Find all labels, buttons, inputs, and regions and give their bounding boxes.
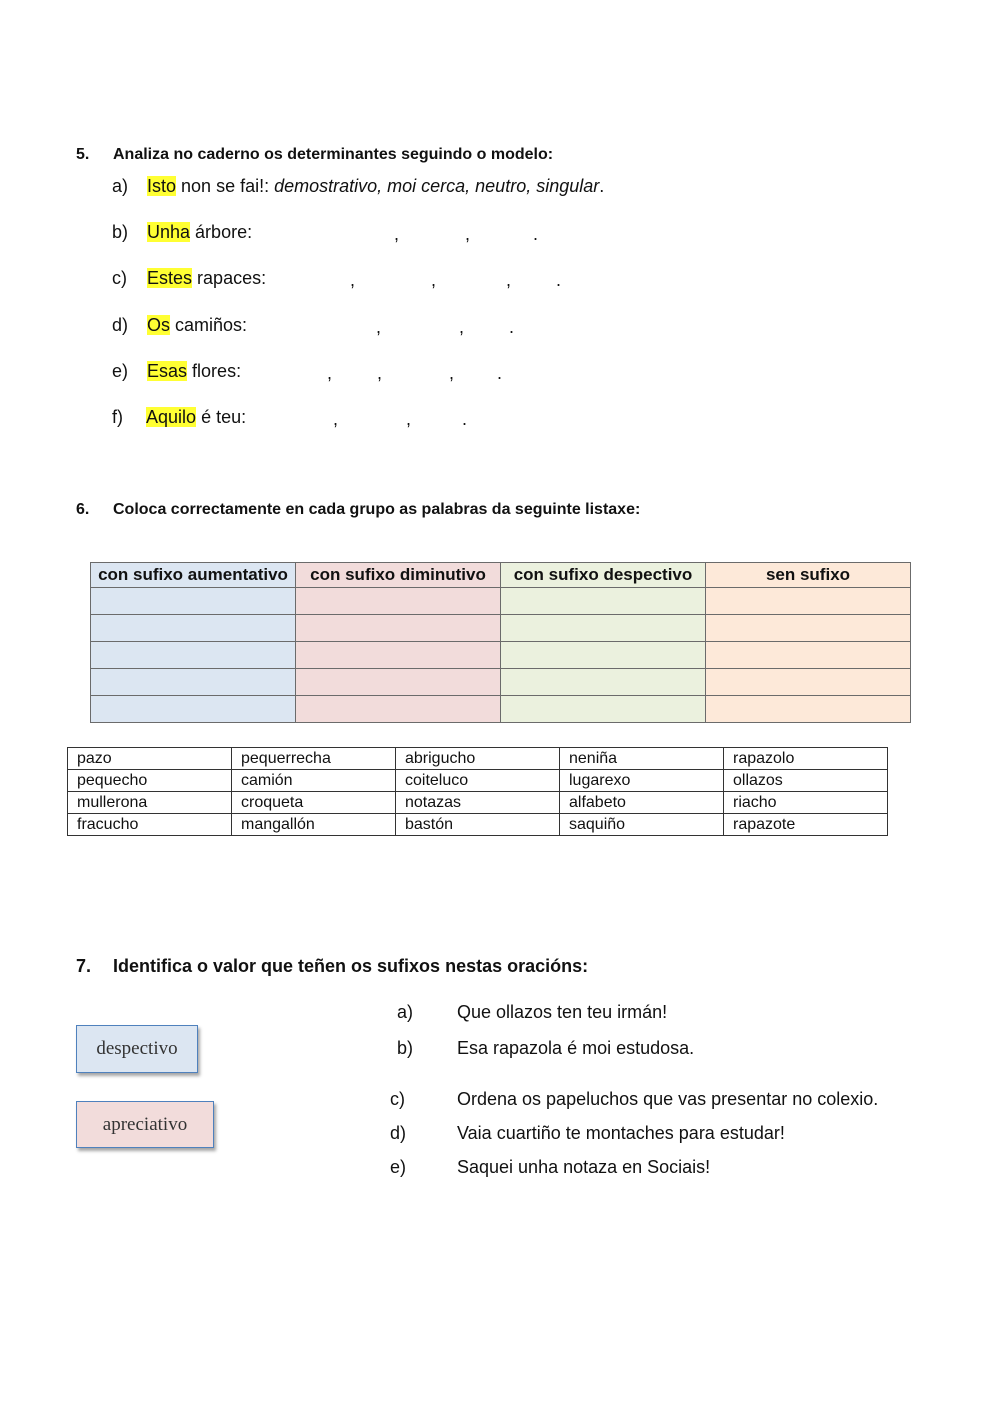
- sentence-text: Que ollazos ten teu irmán!: [457, 1002, 668, 1022]
- highlighted-determinant: Aquilo: [146, 407, 197, 427]
- drop-cell-diminutivo[interactable]: [296, 696, 501, 723]
- word-item[interactable]: mullerona: [68, 792, 232, 814]
- word-item[interactable]: pequerrecha: [232, 748, 396, 770]
- q5-number: 5.: [76, 146, 90, 163]
- sentence-label: e): [390, 1157, 407, 1177]
- item-label: d): [112, 315, 129, 335]
- drop-cell-despectivo[interactable]: [501, 696, 706, 723]
- blank-separator: ,: [376, 317, 382, 337]
- item-text: camiños:: [170, 315, 248, 335]
- word-item[interactable]: pazo: [68, 748, 232, 770]
- item-label: c): [112, 268, 127, 288]
- option-apreciativo-box[interactable]: apreciativo: [76, 1101, 214, 1148]
- sentence-label: c): [390, 1089, 405, 1109]
- sentence-text: Saquei unha notaza en Sociais!: [457, 1157, 711, 1177]
- sentence-b[interactable]: [397, 1038, 897, 1060]
- drop-cell-despectivo[interactable]: [501, 642, 706, 669]
- q7-number: 7.: [76, 956, 92, 976]
- q5-item-d[interactable]: [112, 315, 247, 336]
- sentence-label: a): [397, 1002, 414, 1022]
- drop-cell-aumentativo[interactable]: [91, 588, 296, 615]
- groups-row: [91, 642, 911, 669]
- sentence-label: b): [397, 1038, 414, 1058]
- groups-table: [90, 562, 911, 723]
- item-text: rapaces:: [192, 268, 267, 288]
- blank-end: .: [497, 363, 503, 383]
- model-answer: demostrativo, moi cerca, neutro, singular: [274, 176, 600, 196]
- word-row: [68, 814, 888, 836]
- header-sen-sufixo: sen sufixo: [706, 563, 911, 588]
- word-item[interactable]: notazas: [396, 792, 560, 814]
- q5-item-c[interactable]: [112, 268, 266, 289]
- drop-cell-despectivo[interactable]: [501, 615, 706, 642]
- drop-cell-sen-sufixo[interactable]: [706, 588, 911, 615]
- drop-cell-sen-sufixo[interactable]: [706, 642, 911, 669]
- sentence-d[interactable]: [390, 1123, 910, 1145]
- highlighted-determinant: Estes: [147, 268, 193, 288]
- drop-cell-despectivo[interactable]: [501, 588, 706, 615]
- drop-cell-sen-sufixo[interactable]: [706, 696, 911, 723]
- word-item[interactable]: alfabeto: [560, 792, 724, 814]
- word-item[interactable]: rapazote: [724, 814, 888, 836]
- word-item[interactable]: pequecho: [68, 770, 232, 792]
- drop-cell-despectivo[interactable]: [501, 669, 706, 696]
- blank-separator: ,: [333, 409, 339, 429]
- sentence-text: Esa rapazola é moi estudosa.: [457, 1038, 695, 1058]
- blank-separator: ,: [449, 363, 455, 383]
- header-aumentativo: con sufixo aumentativo: [91, 563, 296, 588]
- option-despectivo-box[interactable]: despectivo: [76, 1025, 198, 1073]
- item-tail: .: [599, 176, 605, 196]
- word-item[interactable]: rapazolo: [724, 748, 888, 770]
- drop-cell-aumentativo[interactable]: [91, 669, 296, 696]
- q5-title: Analiza no caderno os determinantes seguindo o modelo:: [113, 146, 554, 163]
- q6-number: 6.: [76, 501, 90, 518]
- header-despectivo: con sufixo despectivo: [501, 563, 706, 588]
- word-item[interactable]: croqueta: [232, 792, 396, 814]
- header-diminutivo: con sufixo diminutivo: [296, 563, 501, 588]
- drop-cell-diminutivo[interactable]: [296, 642, 501, 669]
- word-item[interactable]: ollazos: [724, 770, 888, 792]
- sentence-label: d): [390, 1123, 407, 1143]
- item-label: e): [112, 361, 129, 381]
- drop-cell-aumentativo[interactable]: [91, 696, 296, 723]
- q6-title: Coloca correctamente en cada grupo as palabras da seguinte listaxe:: [113, 501, 641, 518]
- item-text: non se fai!:: [176, 176, 275, 196]
- groups-header-row: [91, 563, 911, 588]
- q7-title: Identifica o valor que teñen os sufixos nestas oracións:: [113, 956, 589, 976]
- q5-item-f[interactable]: [112, 407, 246, 428]
- blank-separator: ,: [394, 224, 400, 244]
- blank-separator: ,: [465, 224, 471, 244]
- groups-row: [91, 669, 911, 696]
- sentence-text: Ordena os papeluchos que vas presentar no colexio.: [457, 1089, 879, 1109]
- blank-end: .: [556, 270, 562, 290]
- word-list-table: [67, 747, 888, 836]
- drop-cell-sen-sufixo[interactable]: [706, 669, 911, 696]
- q5-item-b[interactable]: [112, 222, 252, 243]
- word-item[interactable]: camión: [232, 770, 396, 792]
- drop-cell-diminutivo[interactable]: [296, 615, 501, 642]
- word-item[interactable]: saquiño: [560, 814, 724, 836]
- drop-cell-diminutivo[interactable]: [296, 588, 501, 615]
- q5-item-a: [112, 176, 604, 197]
- word-item[interactable]: lugarexo: [560, 770, 724, 792]
- word-item[interactable]: neniña: [560, 748, 724, 770]
- item-label: f): [112, 407, 123, 427]
- drop-cell-sen-sufixo[interactable]: [706, 615, 911, 642]
- highlighted-determinant: Os: [147, 315, 171, 335]
- blank-end: .: [509, 317, 515, 337]
- word-item[interactable]: riacho: [724, 792, 888, 814]
- blank-separator: ,: [377, 363, 383, 383]
- blank-separator: ,: [350, 270, 356, 290]
- word-row: [68, 792, 888, 814]
- groups-row: [91, 696, 911, 723]
- word-item[interactable]: mangallón: [232, 814, 396, 836]
- item-text: é teu:: [196, 407, 247, 427]
- highlighted-determinant: Esas: [147, 361, 188, 381]
- drop-cell-aumentativo[interactable]: [91, 615, 296, 642]
- drop-cell-diminutivo[interactable]: [296, 669, 501, 696]
- item-text: árbore:: [190, 222, 253, 242]
- blank-separator: ,: [327, 363, 333, 383]
- word-item[interactable]: abrigucho: [396, 748, 560, 770]
- word-item[interactable]: bastón: [396, 814, 560, 836]
- word-item[interactable]: fracucho: [68, 814, 232, 836]
- blank-separator: ,: [506, 270, 512, 290]
- sentence-a[interactable]: [397, 1002, 897, 1024]
- word-row: [68, 770, 888, 792]
- drop-cell-aumentativo[interactable]: [91, 642, 296, 669]
- sentence-text: Vaia cuartiño te montaches para estudar!: [457, 1123, 785, 1143]
- word-row: [68, 748, 888, 770]
- blank-end: .: [533, 224, 539, 244]
- blank-separator: ,: [406, 409, 412, 429]
- sentence-c[interactable]: [390, 1089, 910, 1111]
- q5-item-e[interactable]: [112, 361, 241, 382]
- item-label: b): [112, 222, 129, 242]
- item-text: flores:: [187, 361, 242, 381]
- highlighted-determinant: Unha: [147, 222, 191, 242]
- blank-separator: ,: [431, 270, 437, 290]
- highlighted-determinant: Isto: [147, 176, 177, 196]
- blank-end: .: [462, 409, 468, 429]
- groups-row: [91, 615, 911, 642]
- item-label: a): [112, 176, 129, 196]
- sentence-e[interactable]: [390, 1157, 910, 1179]
- groups-row: [91, 588, 911, 615]
- word-item[interactable]: coiteluco: [396, 770, 560, 792]
- blank-separator: ,: [459, 317, 465, 337]
